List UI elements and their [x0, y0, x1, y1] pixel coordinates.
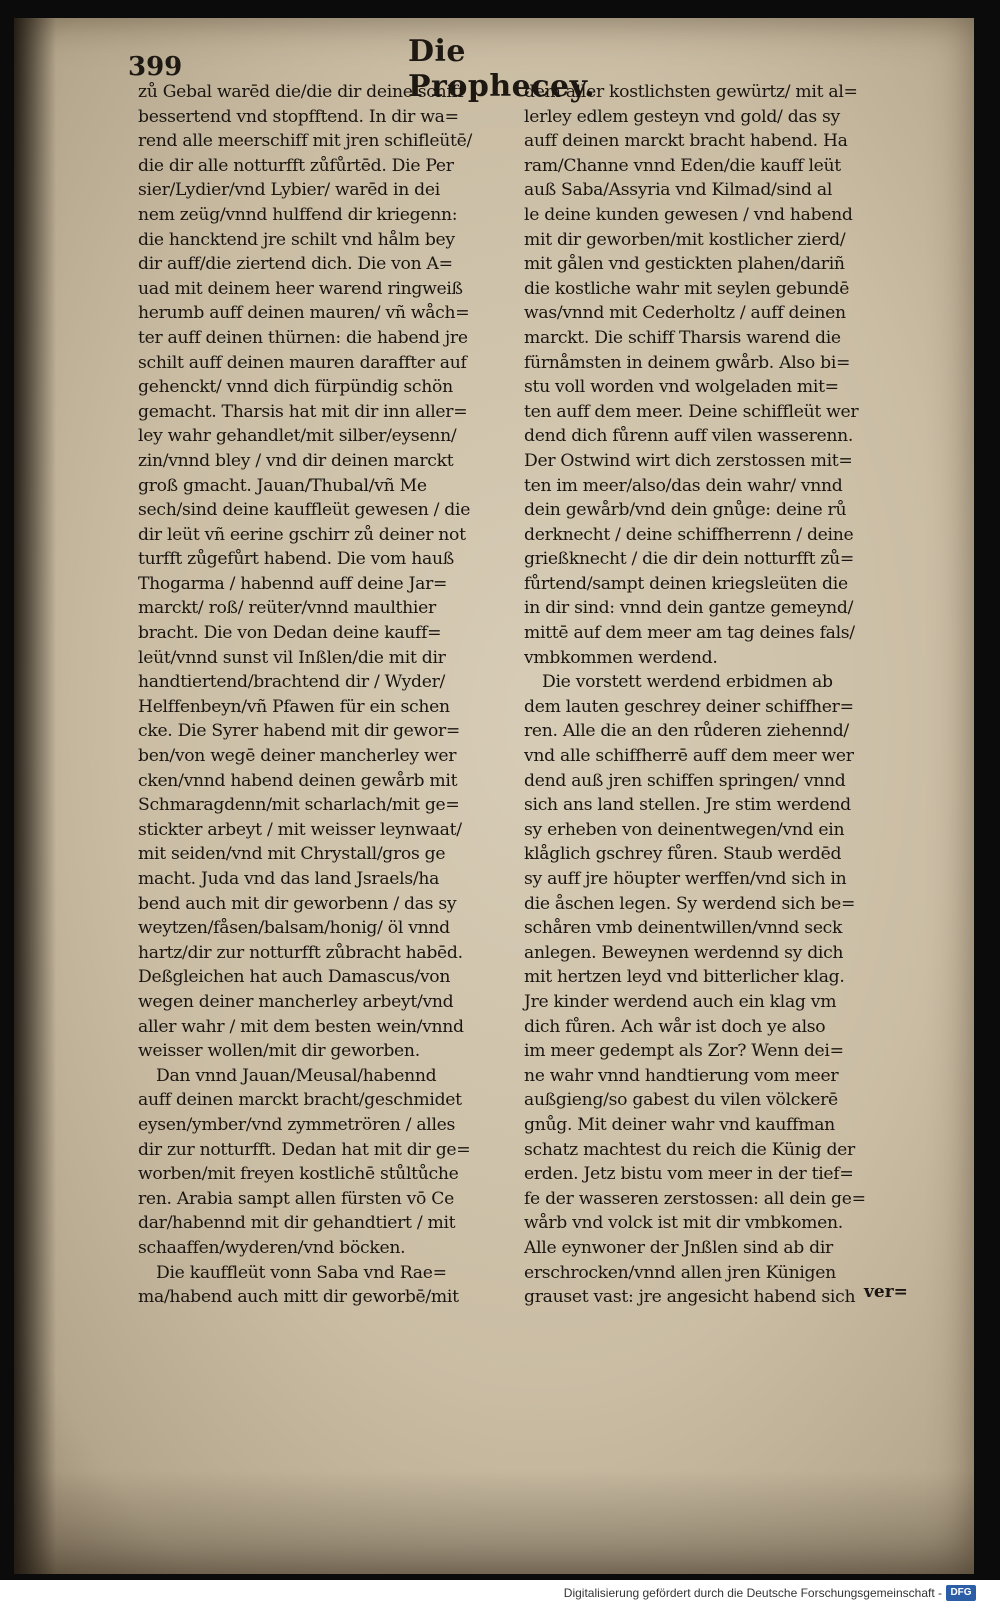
text-line: dem aller kostlichsten gewürtz/ mit al= — [524, 82, 858, 102]
text-line: ten im meer/also/das dein wahr/ vnnd — [524, 475, 843, 496]
text-line: sy auff jre höupter werffen/vnd sich in — [524, 869, 847, 889]
text-line: wårb vnd volck ist mit dir vmbkomen. — [524, 1213, 843, 1234]
gutter-shadow — [14, 18, 56, 1574]
text-line: auß Saba/Assyria vnd Kilmad/sind al — [524, 180, 833, 201]
text-line: cke. Die Syrer habend mit dir gewor= — [138, 721, 461, 742]
text-line: Alle eynwoner der Jnßlen sind ab dir — [524, 1237, 833, 1258]
text-line: groß gmacht. Jauan/Thubal/vñ Me — [138, 475, 427, 496]
text-line: uad mit deinem heer warend ringweiß — [138, 278, 463, 299]
text-line: ne wahr vnnd handtierung vom meer — [524, 1065, 839, 1086]
text-line: hartz/dir zur notturfft zůbracht habēd. — [138, 942, 463, 963]
text-line: gnůg. Mit deiner wahr vnd kauffman — [524, 1114, 835, 1135]
text-line: bend auch mit dir geworbenn / das sy — [138, 893, 457, 914]
text-line: mit hertzen leyd vnd bitterlicher klag. — [524, 967, 845, 988]
text-line: auff deinen marckt bracht/geschmidet — [138, 1090, 462, 1111]
text-line: Helffenbeyn/vñ Pfawen für ein schen — [138, 696, 450, 717]
text-line: außgieng/so gabest du vilen völckerē — [524, 1090, 838, 1111]
text-line: fe der wasseren zerstossen: all dein ge= — [524, 1188, 866, 1209]
text-line: sech/sind deine kauffleüt gewesen / die — [138, 500, 471, 521]
text-line: Die kauffleüt vonn Saba vnd Rae= — [156, 1262, 447, 1283]
text-line: mit seiden/vnd mit Chrystall/gros ge — [138, 844, 446, 865]
text-line: Deßgleichen hat auch Damascus/von — [138, 967, 451, 988]
text-line: ma/habend auch mitt dir geworbē/mit — [138, 1287, 459, 1308]
text-line: macht. Juda vnd das land Jsraels/ha — [138, 869, 440, 889]
text-line: schaaffen/wyderen/vnd böcken. — [138, 1237, 406, 1258]
text-line: ten auff dem meer. Deine schiffleüt wer — [524, 401, 859, 422]
text-line: mit gålen vnd gestickten plahen/dariñ — [524, 254, 845, 275]
text-line: Der Ostwind wirt dich zerstossen mit= — [524, 450, 853, 471]
dfg-logo: DFG — [946, 1585, 976, 1601]
text-line: dar/habennd mit dir gehandtiert / mit — [138, 1213, 456, 1234]
text-line: worben/mit freyen kostlichē stůltůche — [138, 1164, 459, 1185]
text-line: fürnåmsten in deinem gwårb. Also bi= — [524, 352, 851, 373]
text-line: mittē auf dem meer am tag deines fals/ — [524, 623, 855, 644]
text-line: Schmaragdenn/mit scharlach/mit ge= — [138, 795, 460, 816]
text-line: was/vnnd mit Cederholtz / auff deinen — [524, 303, 846, 324]
text-line: vmbkommen werdend. — [524, 647, 718, 668]
text-line: vnd alle schiffherrē auff dem meer wer — [524, 746, 854, 767]
text-line: nem zeüg/vnnd hulffend dir kriegenn: — [138, 204, 458, 225]
text-line: die dir alle notturfft zůfůrtēd. Die Per — [138, 155, 454, 176]
text-line: die hancktend jre schilt vnd hålm bey — [138, 229, 455, 250]
left-text-column — [138, 80, 516, 1310]
text-line: ram/Channe vnnd Eden/die kauff leüt — [524, 155, 841, 176]
text-line: rend alle meerschiff mit jren schifleütē/ — [138, 131, 472, 152]
text-line: dend dich fůrenn auff vilen wasserenn. — [524, 426, 854, 447]
text-line: gemacht. Tharsis hat mit dir inn aller= — [138, 401, 468, 422]
text-line: dir leüt vñ eerine gschirr zů deiner not — [138, 524, 466, 545]
text-line: leüt/vnnd sunst vil Inßlen/die mit dir — [138, 647, 446, 668]
text-line: schilt auff deinen mauren daraffter auf — [138, 352, 467, 373]
text-line: ter auff deinen thürnen: die habend jre — [138, 327, 468, 348]
footer-credit-text: Digitalisierung gefördert durch die Deutsche Forschungsgemeinschaft - — [563, 1586, 942, 1600]
text-line: die åschen legen. Sy werdend sich be= — [524, 893, 856, 914]
text-line: marckt. Die schiff Tharsis warend die — [524, 327, 841, 348]
text-line: marckt/ roß/ reüter/vnnd maulthier — [138, 598, 436, 619]
text-line: bracht. Die von Dedan deine kauff= — [138, 623, 442, 644]
text-line: grießknecht / die dir dein notturfft zů= — [524, 549, 854, 570]
text-line: grauset vast: jre angesicht habend sich — [524, 1287, 856, 1308]
text-line: gehenckt/ vnnd dich fürpündig schön — [138, 377, 453, 398]
text-line: mit dir geworben/mit kostlicher zierd/ — [524, 229, 846, 250]
text-line: ley wahr gehandlet/mit silber/eysenn/ — [138, 426, 457, 447]
text-line: weytzen/fåsen/balsam/honig/ öl vnnd — [138, 918, 450, 939]
text-line: ren. Alle die an den růderen ziehennd/ — [524, 721, 849, 742]
text-line: zů Gebal warēd die/die dir deine schiff — [138, 82, 464, 102]
catchword: ver= — [864, 1282, 908, 1302]
text-line: die kostliche wahr mit seylen gebundē — [524, 278, 850, 299]
text-line: stu voll worden vnd wolgeladen mit= — [524, 377, 839, 398]
bottom-shadow — [14, 1470, 974, 1574]
text-line: ben/von wegē deiner mancherley wer — [138, 746, 457, 767]
text-line: im meer gedempt als Zor? Wenn dei= — [524, 1041, 844, 1062]
text-line: dir zur notturfft. Dedan hat mit dir ge= — [138, 1139, 471, 1160]
page-number: 399 — [128, 52, 183, 82]
text-line: in dir sind: vnnd dein gantze gemeynd/ — [524, 598, 854, 619]
text-line: schåren vmb deinentwillen/vnnd seck — [524, 918, 843, 939]
text-line: wegen deiner mancherley arbeyt/vnd — [138, 991, 454, 1012]
text-line: klåglich gschrey fůren. Staub werdēd — [524, 844, 842, 865]
text-line: erden. Jetz bistu vom meer in der tief= — [524, 1164, 854, 1185]
text-line: bessertend vnd stopfftend. In dir wa= — [138, 106, 459, 127]
text-line: cken/vnnd habend deinen gewårb mit — [138, 770, 458, 791]
text-line: herumb auff deinen mauren/ vñ wåch= — [138, 303, 470, 324]
text-line: handtiertend/brachtend dir / Wyder/ — [138, 672, 446, 693]
text-line: dich fůren. Ach wår ist doch ye also — [524, 1016, 826, 1037]
right-text-column — [524, 80, 910, 1310]
text-line: dem lauten geschrey deiner schiffher= — [524, 696, 854, 717]
text-line: sich ans land stellen. Jre stim werdend — [524, 795, 851, 816]
text-line: dein gewårb/vnd dein gnůge: deine rů — [524, 500, 847, 521]
text-line: dir auff/die ziertend dich. Die von A= — [138, 254, 453, 275]
text-line: dend auß jren schiffen springen/ vnnd — [524, 770, 846, 791]
text-line: anlegen. Beweynen werdennd sy dich — [524, 942, 844, 963]
text-line: erschrocken/vnnd allen jren Künigen — [524, 1262, 836, 1283]
text-line: Jre kinder werdend auch ein klag vm — [524, 991, 837, 1012]
text-line: Dan vnnd Jauan/Meusal/habennd — [156, 1065, 437, 1086]
text-line: Thogarma / habennd auff deine Jar= — [138, 573, 448, 594]
running-title: Die Prophecey. — [408, 34, 596, 104]
text-line: fůrtend/sampt deinen kriegsleüten die — [524, 573, 848, 594]
text-line: auff deinen marckt bracht habend. Ha — [524, 131, 848, 152]
text-line: stickter arbeyt / mit weisser leynwaat/ — [138, 819, 462, 840]
text-line: sy erheben von deinentwegen/vnd ein — [524, 819, 845, 840]
text-line: derknecht / deine schiffherrenn / deine — [524, 524, 854, 545]
text-line: weisser wollen/mit dir geworben. — [138, 1041, 420, 1062]
text-line: le deine kunden gewesen / vnd habend — [524, 204, 853, 225]
text-line: lerley edlem gesteyn vnd gold/ das sy — [524, 106, 840, 127]
text-line: aller wahr / mit dem besten wein/vnnd — [138, 1016, 464, 1037]
digitization-footer — [0, 1582, 1000, 1607]
text-line: eysen/ymber/vnd zymmetrören / alles — [138, 1114, 456, 1135]
text-line: Die vorstett werdend erbidmen ab — [542, 672, 833, 693]
text-line: turfft zůgefůrt habend. Die vom hauß — [138, 549, 454, 570]
text-line: sier/Lydier/vnd Lybier/ warēd in dei — [138, 180, 440, 201]
text-line: schatz machtest du reich die Künig der — [524, 1139, 855, 1160]
text-line: ren. Arabia sampt allen fürsten vō Ce — [138, 1188, 454, 1209]
text-line: zin/vnnd bley / vnd dir deinen marckt — [138, 450, 454, 471]
